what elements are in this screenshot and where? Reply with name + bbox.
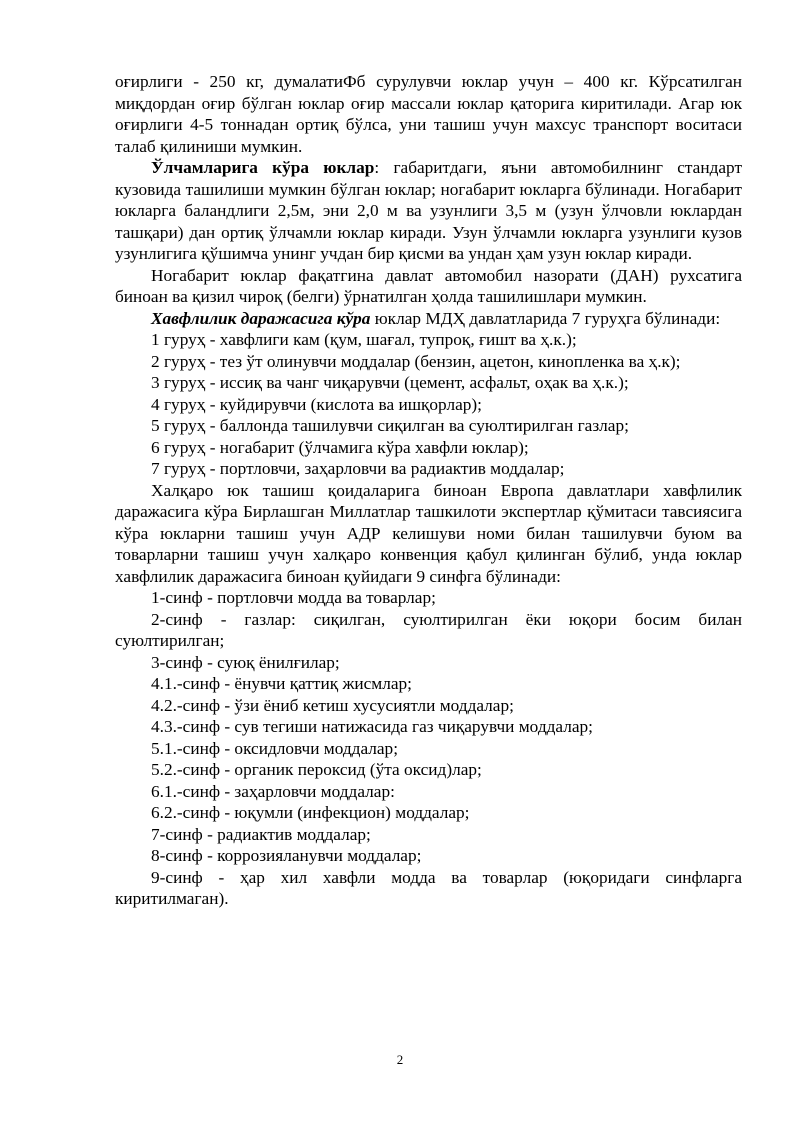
list-item: 9-синф - ҳар хил хавфли модда ва товарлар (юқоридаги синфларга киритилмаган). <box>115 867 742 908</box>
adr-class-list <box>115 587 742 910</box>
page-body <box>115 71 742 910</box>
list-item: 6.1.-синф - заҳарловчи моддалар: <box>151 781 395 801</box>
list-item: 4.1.-синф - ёнувчи қаттиқ жисмлар; <box>151 674 412 693</box>
heading-hazard: Хавфлилик даражасига кўра <box>151 308 371 328</box>
paragraph-hazard <box>115 308 742 330</box>
paragraph-hazard-text: юклар МДҲ давлатларида 7 гуруҳга бўлинади: <box>370 308 721 328</box>
list-item: 8-синф - коррозияланувчи моддалар; <box>151 846 422 865</box>
heading-dimensions: Ўлчамларига кўра юклар <box>151 158 375 177</box>
list-item: 4.2.-синф - ўзи ёниб кетиш хусусиятли моддалар; <box>151 695 514 715</box>
paragraph-adr: Халқаро юк ташиш қоидаларига биноан Европа давлатлари хавфлилик даражасига кўра Бирлашган Миллатлар ташкилоти экспертлар қўмитаси тавсиясига кўра юкларни ташиш учун АДР келишуви номи билан ташилувчи буюм ва товарларни ташиш учун халқаро конвенция қабул қилинган бўлиб, унда юклар хавфлилик даражасига биноан қуйидаги 9 синфга бўлинади: <box>115 480 742 586</box>
list-item: 5.1.-синф - оксидловчи моддалар; <box>151 738 398 758</box>
list-item: 7-синф - радиактив моддалар; <box>151 824 371 844</box>
list-item: 1 гуруҳ - хавфлиги кам (қум, шағал, тупроқ, ғишт ва ҳ.к.); <box>151 330 577 349</box>
list-item: 5.2.-синф - органик пероксид (ўта оксид)лар; <box>151 760 482 779</box>
page-number: 2 <box>396 1052 404 1067</box>
list-item: 2-синф - газлар: сиқилган, суюлтирилган ёки юқори босим билан суюлтирилган; <box>115 609 742 650</box>
paragraph-oversize: Ногабарит юклар фақатгина давлат автомобил назорати (ДАН) рухсатига биноан ва қизил чироқ (белги) ўрнатилган ҳолда ташилишлари мумкин. <box>115 265 742 306</box>
list-item: 7 гуруҳ - портловчи, заҳарловчи ва радиактив моддалар; <box>151 459 565 478</box>
list-item: 4.3.-синф - сув тегиши натижасида газ чиқарувчи моддалар; <box>151 717 593 736</box>
list-item: 4 гуруҳ - куйдирувчи (кислота ва ишқорлар); <box>151 394 482 414</box>
paragraph-dimensions <box>115 157 742 265</box>
list-item: 5 гуруҳ - баллонда ташилувчи сиқилган ва суюлтирилган газлар; <box>151 416 629 435</box>
list-item: 2 гуруҳ - тез ўт олинувчи моддалар (бензин, ацетон, кинопленка ва ҳ.к); <box>151 351 681 371</box>
list-item: 6 гуруҳ - ногабарит (ўлчамига кўра хавфли юклар); <box>151 437 529 457</box>
paragraph-dimensions-text: : габаритдаги, яъни автомобилнинг стандарт кузовида ташилиши мумкин бўлган юклар; ногабарит юкларга бўлинади. Ногабарит юкларга баландлиги 2,5м, эни 2,0 м ва узунлиги 3,5 м (узун ўлчовли юклардан ташқари) дан ортиқ ўлчамли юклар киради. Узун ўлчамли юкларга узунлиги кузов узунлигига қўшимча унинг учдан бир қисми ва ундан ҳам узун юклар киради. <box>115 158 743 263</box>
list-item: 3 гуруҳ - иссиқ ва чанг чиқарувчи (цемент, асфальт, оҳак ва ҳ.к.); <box>151 373 629 392</box>
list-item: 1-синф - портловчи модда ва товарлар; <box>151 588 436 607</box>
list-item: 3-синф - суюқ ёнилғилар; <box>151 652 340 672</box>
list-item: 6.2.-синф - юқумли (инфекцион) моддалар; <box>151 803 470 822</box>
paragraph-weight: оғирлиги - 250 кг, думалатиФб сурулувчи юклар учун – 400 кг. Кўрсатилган миқдордан оғир бўлган юклар оғир массали юклар қаторига киритилади. Агар юк оғирлиги 4-5 тоннадан ортиқ бўлса, уни ташиш учун махсус транспорт воситаси талаб қилиниши мумкин. <box>115 72 742 156</box>
hazard-group-list <box>115 329 742 480</box>
